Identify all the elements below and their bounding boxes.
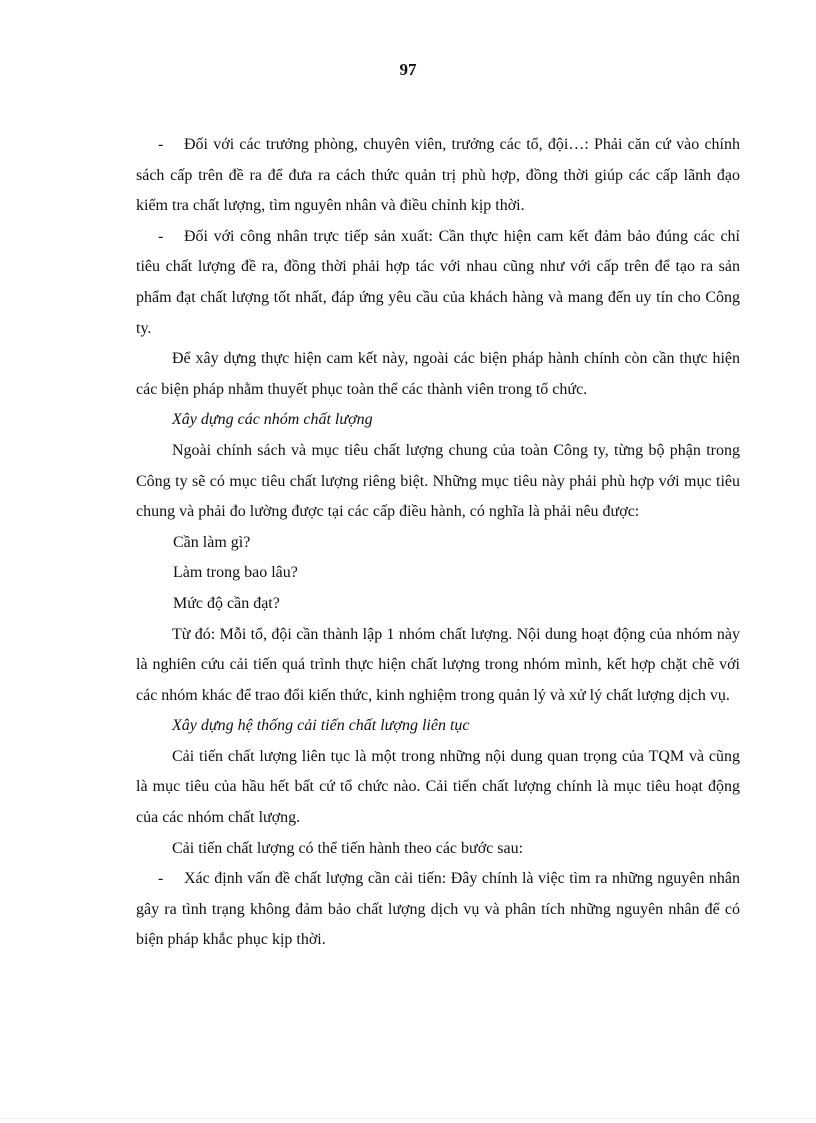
question-line: Cần làm gì?: [173, 533, 251, 551]
body-paragraph: Để xây dựng thực hiện cam kết này, ngoài các biện pháp hành chính còn cần thực hiện các biện pháp nhằm thuyết phục toàn thể các thành viên trong tổ chức.: [136, 350, 740, 398]
body-paragraph: Cải tiến chất lượng liên tục là một trong những nội dung quan trọng của TQM và cũng là mục tiêu của hầu hết bất cứ tổ chức nào. Cải tiến chất lượng chính là mục tiêu hoạt động của các nhóm chất lượng.: [136, 747, 740, 827]
body-paragraph: Từ đó: Mỗi tổ, đội cần thành lập 1 nhóm chất lượng. Nội dung hoạt động của nhóm này là nghiên cứu cải tiến quá trình thực hiện chất lượng trong nhóm mình, kết hợp chặt chẽ với các nhóm khác để trao đổi kiến thức, kinh nghiệm trong quản lý và xử lý chất lượng dịch vụ.: [136, 625, 740, 704]
section-heading: Xây dựng các nhóm chất lượng: [172, 411, 373, 429]
bullet-dash: -: [158, 136, 164, 153]
body-paragraph: Ngoài chính sách và mục tiêu chất lượng chung của toàn Công ty, từng bộ phận trong Công ty sẽ có mục tiêu chất lượng riêng biệt. Những mục tiêu này phải phù hợp với mục tiêu chung và phải đo lường được tại các cấp điều hành, có nghĩa là phải nêu được:: [136, 441, 740, 521]
bullet-paragraph: [136, 222, 740, 344]
bullet-dash: -: [158, 870, 164, 888]
bullet-text: Đối với công nhân trực tiếp sản xuất: Cần thực hiện cam kết đảm bảo đúng các chỉ tiêu chất lượng đề ra, đồng thời phải hợp tác với nhau cũng như với cấp trên để tạo ra sản phẩm đạt chất lượng tốt nhất, đáp ứng yêu cầu của khách hàng và mang đến uy tín cho Công ty.: [136, 227, 740, 337]
page-body: [136, 130, 740, 956]
bullet-paragraph: [136, 130, 740, 222]
bullet-text: Đối với các trưởng phòng, chuyên viên, trưởng các tổ, đội…: Phải căn cứ vào chính sách cấp trên đề ra để đưa ra cách thức quản trị phù hợp, đồng thời giúp các cấp lãnh đạo kiểm tra chất lượng, tìm nguyên nhân và điều chỉnh kịp thời.: [136, 136, 740, 215]
question-line: Làm trong bao lâu?: [173, 564, 298, 582]
page-number: 97: [399, 60, 417, 79]
bullet-paragraph: [136, 864, 740, 956]
bullet-text: Xác định vấn đề chất lượng cần cải tiến: Đây chính là việc tìm ra những nguyên nhân gây ra tình trạng không đảm bảo chất lượng dịch vụ và phân tích những nguyên nhân để có biện pháp khắc phục kịp thời.: [136, 870, 740, 949]
footer-divider: [0, 1118, 816, 1119]
bullet-dash: -: [158, 227, 164, 245]
section-heading: Xây dựng hệ thống cải tiến chất lượng liên tục: [172, 717, 470, 735]
body-paragraph: Cải tiến chất lượng có thể tiến hành theo các bước sau:: [172, 839, 524, 857]
question-line: Mức độ cần đạt?: [173, 594, 280, 612]
